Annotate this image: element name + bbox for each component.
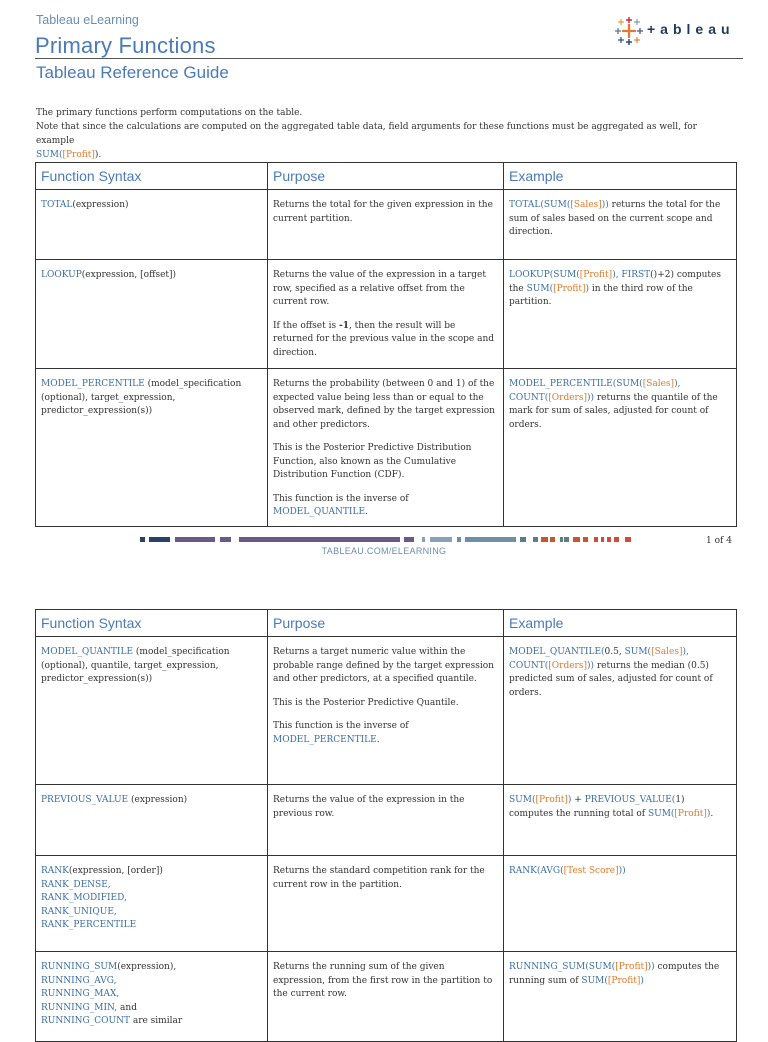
footer-color-bar: [140, 537, 630, 543]
example-run: SUM(: [581, 975, 608, 986]
example-run: MODEL_PERCENTILE(SUM(: [509, 379, 643, 389]
footer-bar-segment: [140, 537, 145, 542]
syntax-run: (model_specification (optional), quantile, target_expression, predictor_expression(s)): [41, 647, 230, 684]
syntax-run: (model_specification (optional), target_expression, predictor_expression(s)): [41, 379, 242, 416]
syntax-run: and: [117, 1002, 137, 1013]
purpose-run: .: [376, 734, 380, 745]
example-run: ): [706, 808, 711, 819]
purpose-paragraph: [273, 720, 498, 747]
table-2-body: [36, 637, 737, 1042]
footer-bar-segment: [533, 537, 538, 542]
syntax-cell: [36, 785, 268, 856]
purpose-run: This is the Posterior Predictive Quantile.: [273, 697, 459, 708]
intro-line-2-text: Note that since the calculations are computed on the aggregated table data, field arguments for these functions must be aggregated as well, for example: [36, 122, 697, 146]
example-run: [Profit]: [674, 808, 707, 819]
syntax-cell: [36, 952, 268, 1042]
purpose-paragraph: [273, 269, 498, 310]
purpose-paragraph: [273, 442, 498, 483]
syntax-cell: [36, 260, 268, 369]
table-header-row: [36, 610, 737, 637]
example-run: ): [585, 283, 590, 294]
syntax-run: RUNNING_MIN,: [41, 1002, 118, 1013]
syntax-run: RANK: [41, 866, 69, 876]
intro-example-fn: SUM(: [36, 150, 63, 160]
tableau-logo[interactable]: [615, 16, 745, 48]
example-run: TOTAL(SUM(: [509, 200, 571, 210]
example-cell: [504, 856, 737, 952]
example-cell: [504, 369, 737, 527]
example-run: )): [647, 962, 655, 972]
example-run: [Profit]: [615, 962, 648, 972]
example-run: LOOKUP(SUM(: [509, 270, 580, 280]
tableau-cross-logo-icon: [615, 16, 643, 46]
example-run: SUM(: [509, 795, 536, 805]
example-run: [Test Score]: [563, 866, 619, 876]
brand-label: Tableau eLearning: [36, 13, 139, 27]
syntax-run: RANK_UNIQUE,: [41, 906, 117, 917]
syntax-run: RUNNING_MAX,: [41, 989, 120, 999]
example-cell: [504, 260, 737, 369]
purpose-cell: [268, 952, 504, 1042]
footer-bar-segment: [550, 537, 555, 542]
example-run: ): [640, 975, 644, 986]
example-run: [Orders]: [548, 660, 587, 671]
purpose-run: Returns the total for the given expression in the current partition.: [273, 200, 493, 224]
purpose-cell: [268, 856, 504, 952]
purpose-cell: [268, 785, 504, 856]
syntax-run: (expression): [128, 795, 188, 805]
syntax-run: MODEL_QUANTILE: [41, 647, 134, 657]
logo-wordmark: +ableau: [647, 21, 735, 37]
purpose-paragraph: [273, 493, 498, 520]
example-run: computes the running sum of: [509, 962, 720, 986]
example-run: [Profit]: [535, 795, 568, 805]
footer-bar-segment: [607, 537, 610, 542]
syntax-run: LOOKUP: [41, 270, 82, 280]
purpose-run: Returns the probability (between 0 and 1) of the expected value being less than or equal to the observed mark, defined by the target expression and other predictors.: [273, 379, 495, 430]
example-run: .: [710, 808, 714, 819]
purpose-paragraph: [273, 794, 498, 821]
syntax-cell: [36, 637, 268, 785]
title-rule: [35, 58, 743, 59]
example-run: SUM(: [647, 808, 675, 819]
footer-bar-segment: [404, 537, 413, 542]
purpose-paragraph: [273, 199, 498, 226]
syntax-cell: [36, 856, 268, 952]
example-run: ()+2) computes the: [509, 270, 721, 294]
example-run: )): [601, 200, 609, 210]
example-run: [Orders]: [548, 392, 587, 403]
table-header-row: [36, 163, 737, 190]
example-run: ), COUNT(: [509, 379, 681, 403]
example-cell: [504, 637, 737, 785]
table-row: [36, 856, 737, 952]
syntax-run: RUNNING_AVG,: [41, 975, 117, 986]
example-cell: [504, 785, 737, 856]
table-row: [36, 260, 737, 369]
example-run: )): [618, 866, 626, 876]
syntax-run: are similar: [129, 1016, 183, 1026]
footer-bar-segment: [614, 537, 619, 542]
purpose-run: .: [365, 507, 368, 517]
purpose-paragraph: [273, 646, 498, 687]
purpose-run: Returns the value of the expression in a target row, specified as a relative offset from the current row.: [273, 270, 486, 307]
example-run: PREVIOUS_VALUE(: [584, 795, 676, 805]
header-function-syntax: Function Syntax: [36, 610, 268, 637]
footer-bar-segment: [520, 537, 527, 542]
intro-text: [36, 106, 726, 162]
reference-table-2: [35, 609, 737, 1042]
purpose-run: Returns a target numeric value within the probable range defined by the target expression and other predictors, at a specified quantile.: [273, 647, 494, 684]
example-run: [Profit]: [607, 975, 641, 986]
purpose-cell: [268, 369, 504, 527]
example-run: ), FIRST: [612, 270, 651, 280]
page-title: Primary Functions: [35, 33, 216, 58]
footer-bar-segment: [239, 537, 400, 542]
page-subtitle: Tableau Reference Guide: [36, 63, 229, 82]
purpose-run: Returns the running sum of the given expression, from the first row in the partition to the current row.: [273, 962, 493, 999]
footer-bar-segment: [601, 537, 604, 542]
purpose-run: MODEL_PERCENTILE: [273, 734, 377, 745]
footer-bar-segment: [175, 537, 215, 542]
syntax-run: TOTAL: [41, 200, 73, 210]
purpose-cell: [268, 637, 504, 785]
footer-bar-segment: [149, 537, 170, 542]
table-row: [36, 190, 737, 260]
footer-bar-segment: [560, 537, 563, 542]
footer-bar-segment: [465, 537, 516, 542]
example-run: MODEL_QUANTILE(: [509, 647, 605, 657]
example-run: in the third row of the partition.: [509, 283, 693, 307]
syntax-run: RANK_DENSE,: [41, 879, 111, 890]
purpose-paragraph: [273, 697, 498, 711]
table-row: [36, 637, 737, 785]
purpose-run: This function is the inverse of: [273, 721, 409, 731]
example-cell: [504, 190, 737, 260]
example-run: returns the median (0.5) predicted sum of sales, adjusted for count of orders.: [509, 660, 713, 698]
syntax-run: RANK_PERCENTILE: [41, 920, 137, 930]
footer-bar-segment: [573, 537, 580, 542]
footer-bar-segment: [594, 537, 599, 542]
header-purpose: Purpose: [268, 163, 504, 190]
footer-bar-segment: [564, 537, 569, 542]
syntax-run: (expression),: [117, 962, 177, 972]
example-run: [Sales]: [651, 647, 683, 657]
footer-bar-segment: [583, 537, 588, 542]
purpose-paragraph: [273, 961, 498, 1002]
syntax-run: (expression, [offset]): [81, 270, 177, 280]
purpose-cell: [268, 190, 504, 260]
syntax-run: PREVIOUS_VALUE: [41, 795, 129, 805]
purpose-run: , then the result will be returned for the previous value in the scope and direction.: [273, 320, 495, 358]
example-run: [Profit]: [579, 270, 613, 280]
example-run: [Sales]: [642, 379, 675, 389]
intro-line-1: The primary functions perform computations on the table.: [36, 108, 303, 118]
intro-example-field: [Profit]: [62, 150, 95, 160]
example-run: 0.5,: [604, 647, 625, 657]
example-run: returns the total for the sum of sales based on the current scope and direction.: [509, 200, 721, 237]
syntax-run: (expression, [order]): [68, 866, 163, 876]
header-purpose: Purpose: [268, 610, 504, 637]
intro-example-close: ).: [94, 150, 102, 160]
example-run: +: [571, 795, 585, 805]
example-run: returns the quantile of the mark for sum of sales, adjusted for count of orders.: [509, 392, 718, 430]
table-row: [36, 785, 737, 856]
purpose-paragraph: [273, 320, 498, 361]
syntax-run: (expression): [72, 200, 129, 210]
footer-bar-segment: [625, 537, 632, 542]
footer-bar-segment: [457, 537, 462, 542]
example-run: RUNNING_SUM(SUM(: [509, 962, 616, 972]
footer-bar-segment: [430, 537, 453, 542]
example-run: ), COUNT(: [509, 647, 689, 671]
purpose-cell: [268, 260, 504, 369]
example-run: RANK(AVG(: [509, 866, 564, 876]
header-function-syntax: Function Syntax: [36, 163, 268, 190]
syntax-run: RUNNING_COUNT: [41, 1016, 130, 1026]
example-run: )): [586, 660, 594, 671]
page-number: 1 of 4: [706, 536, 732, 546]
footer-bar-segment: [220, 537, 231, 542]
example-run: 1) computes the running total of: [509, 795, 685, 819]
example-cell: [504, 952, 737, 1042]
purpose-run: Returns the value of the expression in the previous row.: [273, 795, 465, 819]
example-run: SUM(: [624, 647, 652, 657]
footer-bar-segment: [541, 537, 548, 542]
table-row: [36, 952, 737, 1042]
example-run: )): [586, 392, 594, 403]
footer-bar-segment: [422, 537, 425, 542]
table-1-body: [36, 190, 737, 527]
footer-link[interactable]: TABLEAU.COM/ELEARNING: [321, 546, 447, 556]
syntax-cell: [36, 190, 268, 260]
purpose-paragraph: [273, 378, 498, 432]
syntax-run: RUNNING_SUM: [41, 962, 118, 972]
example-run: [Profit]: [553, 283, 586, 294]
example-run: SUM(: [526, 283, 554, 294]
purpose-run: Returns the standard competition rank for the current row in the partition.: [273, 866, 485, 890]
syntax-cell: [36, 369, 268, 527]
purpose-run: If the offset is: [273, 320, 339, 331]
reference-table-1: [35, 162, 737, 527]
purpose-run: -1: [338, 320, 349, 331]
header-example: Example: [504, 163, 737, 190]
syntax-run: MODEL_PERCENTILE: [41, 379, 145, 389]
purpose-paragraph: [273, 865, 498, 892]
intro-line-2: [36, 120, 726, 162]
purpose-run: This is the Posterior Predictive Distribution Function, also known as the Cumulative Distribution Function (CDF).: [273, 443, 472, 480]
purpose-run: This function is the inverse of: [273, 493, 409, 504]
header-example: Example: [504, 610, 737, 637]
table-row: [36, 369, 737, 527]
example-run: ): [567, 795, 572, 805]
example-run: [Sales]: [570, 200, 602, 210]
syntax-run: RANK_MODIFIED,: [41, 893, 127, 903]
purpose-run: MODEL_QUANTILE: [273, 507, 366, 517]
